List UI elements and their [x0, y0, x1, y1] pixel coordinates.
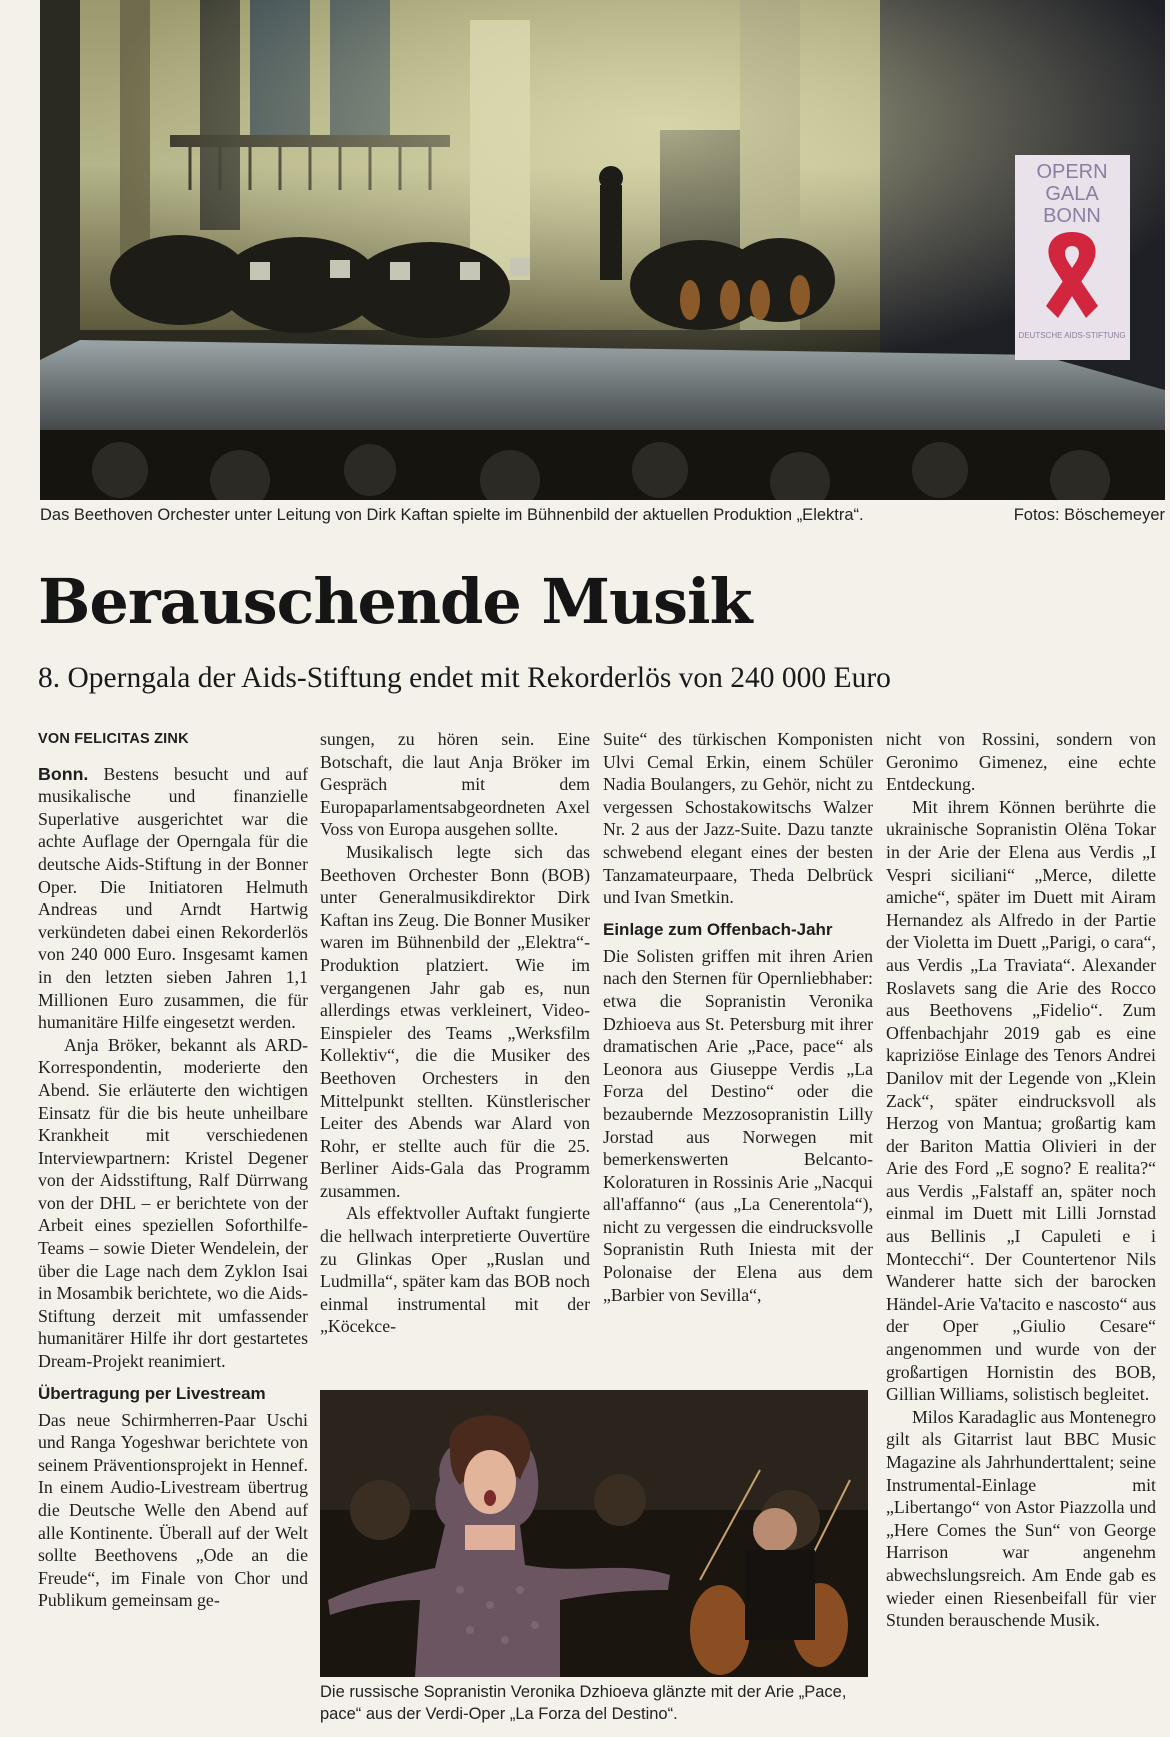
- byline: VON FELICITAS ZINK: [38, 731, 189, 747]
- paragraph: Mit ihrem Können berührte die ukrainische Sopranistin Olëna Tokar in der Arie der Elena aus Verdis „I Vespri siciliani“ „Merce, dilette amiche“, später im Duett mit Airam Hernandez als Alfredo in der Partie der Violetta im Duett „Parigi, o cara“, aus Verdis „La Traviata“. Alexander Roslavets sang die Arie des Rocco aus Beethovens „Fidelio“. Zum Offenbachjahr 2019 gab es eine kapriziöse Einlage des Tenors Andrei Danilov mit der Legende von „Klein Zack“, später eindrucksvoll als Herzog von Mantua; großartig kam der Bariton Mattia Olivieri in der Arie des Ford „E sogno? E realita?“ aus Verdis „Falstaff an, später noch einmal im Duett mit Lilli Jornstad aus Bellinis „I Capuleti e i Montecchi“. Der Countertenor Nils Wanderer hatte sich der barocken Händel-Arie Va'tacito e nascosto“ aus der Oper „Giulio Cesare“ angenommen und wurde von der großartigen Hornistin des BOB, Gillian Williams, solistisch begleitet.: [886, 796, 1156, 1405]
- section-heading: Übertragung per Livestream: [38, 1383, 266, 1403]
- article-subheadline: 8. Operngala der Aids-Stiftung endet mit Rekorderlös von 240 000 Euro: [38, 662, 891, 694]
- article-column-3: [603, 728, 873, 1368]
- banner-line-2: GALA: [1045, 183, 1099, 205]
- article-headline: Berauschende Musik: [38, 565, 752, 638]
- article-column-4: [886, 728, 1156, 1728]
- dateline: Bonn.: [38, 763, 89, 784]
- photo-credit: Fotos: Böschemeyer: [1013, 506, 1165, 524]
- soprano-photo: [320, 1390, 868, 1677]
- banner-small-text: DEUTSCHE AIDS-STIFTUNG: [1018, 331, 1126, 340]
- photo-caption: Das Beethoven Orchester unter Leitung von Dirk Kaftan spielte im Bühnenbild der aktuellen Produktion „Elektra“.: [40, 506, 864, 524]
- section-heading: Einlage zum Offenbach-Jahr: [603, 919, 833, 939]
- paragraph: Anja Bröker, bekannt als ARD-Korrespondentin, moderierte den Abend. Sie erläuterte den wichtigen Einsatz für die bis heute unheilbare Krankheit mit verschiedenen Interviewpartnern: Kristel Degener von der Aidsstiftung, Ralf Dürrwang von der DHL – er berichtete von der Arbeit eines speziellen Soforthilfe-Teams – sowie Dieter Wendelein, der über die Lage nach dem Zyklon Isai in Mosambik berichtete, wo die Aids-Stiftung derzeit mit umfassender humanitärer Hilfe ihr dort gestartetes Dream-Projekt reanimiert.: [38, 1034, 308, 1372]
- paragraph: Das neue Schirmherren-Paar Uschi und Ranga Yogeshwar berichtete von seinem Präventionsprojekt in Hennef. In einem Audio-Livestream übertrug die Deutsche Welle den Abend auf alle Kontinente. Überall auf der Welt sollte Beethovens „Ode an die Freude“, im Finale von Chor und Publikum gemeinsam ge-: [38, 1409, 308, 1611]
- photo-caption-row: [40, 506, 1165, 530]
- paragraph: Musikalisch legte sich das Beethoven Orchester Bonn (BOB) unter Generalmusikdirektor Dirk Kaftan ins Zeug. Die Bonner Musiker waren im Bühnenbild der „Elektra“-Produktion platziert. Wie im vergangenen Jahr gab es, nun allerdings etwas verkleinert, Video-Einspieler des Teams „Werksfilm Kollektiv“, die die Musiker des Beethoven Orchesters in den Mittelpunkt stellten. Künstlerischer Leiter des Abends war Alard von Rohr, er stellte auch für die 25. Berliner Aids-Gala das Programm zusammen.: [320, 841, 590, 1201]
- paragraph: Die Solisten griffen mit ihren Arien nach den Sternen für Opernliebhaber: etwa die Sopranistin Veronika Dzhioeva aus St. Petersburg mit ihrer dramatischen Arie „Pace, pace“ als Leonora aus Giuseppe Verdis „La Forza del Destino“ oder die bezaubernde Mezzosopranistin Lilly Jorstad aus Norwegen mit bemerkenswerten Belcanto-Koloraturen in Rossinis Arie „Nacqui all'affanno“ (aus „La Cenerentola“), nicht zu vergessen die eindrucksvolle Sopranistin Ruth Iniesta mit der Polonaise der Elena aus dem „Barbier von Sevilla“,: [603, 945, 873, 1305]
- paragraph: nicht von Rossini, sondern von Geronimo Gimenez, eine echte Entdeckung.: [886, 729, 1156, 795]
- soprano-photo-illustration: [320, 1390, 868, 1677]
- paragraph: Suite“ des türkischen Komponisten Ulvi Cemal Erkin, einem Schüler Nadia Boulangers, zu Gehör, nicht zu vergessen Schostakowitschs Walzer Nr. 2 aus der Jazz-Suite. Dazu tanzte schwebend elegant eines der besten Tanzamateurpaare, Theda Delbrück und Ivan Smetkin.: [603, 729, 873, 908]
- paragraph: Milos Karadaglic aus Montenegro gilt als Gitarrist laut BBC Music Magazine als Jahrhunderttalent; seine Instrumental-Einlage mit „Libertango“ von Astor Piazzolla und „Here Comes the Sun“ von George Harrison war angenehm abwechslungsreich. Am Ende gab es wieder einen Riesenbeifall für vier Stunden berauschende Musik.: [886, 1406, 1156, 1631]
- soprano-photo-caption: Die russische Sopranistin Veronika Dzhioeva glänzte mit der Arie „Pace, pace“ aus der Verdi-Oper „La Forza del Destino“.: [320, 1683, 847, 1723]
- orchestra-photo-illustration: [40, 0, 1165, 500]
- article-column-2: [320, 728, 590, 1368]
- paragraph: sungen, zu hören sein. Eine Botschaft, die laut Anja Bröker im Gespräch mit dem Europaparlamentsabgeordneten Axel Voss von Europa ausgehen sollte.: [320, 729, 590, 840]
- banner-line-3: BONN: [1043, 205, 1101, 227]
- paragraph-text: Bestens besucht und auf musikalische und finanzielle Superlative ausgerichtet war die achte Auflage der Operngala für die deutsche Aids-Stiftung in der Bonner Oper. Die Initiatoren Helmuth Andreas und Arndt Hartwig verkündeten dabei einen Rekorderlös von 240 000 Euro. Insgesamt kamen in den letzten sieben Jahren 1,1 Millionen Euro zusammen, die für humanitäre Hilfe eingesetzt werden.: [38, 763, 308, 1033]
- orchestra-photo: [40, 0, 1165, 500]
- paragraph: [38, 763, 308, 1034]
- paragraph: Als effektvoller Auftakt fungierte die hellwach interpretierte Ouvertüre zu Glinkas Oper „Ruslan und Ludmilla“, später kam das BOB noch einmal instrumental mit der „Köcekce-: [320, 1203, 590, 1337]
- banner-line-1: OPERN: [1036, 161, 1108, 183]
- article-column-1: [38, 728, 308, 1728]
